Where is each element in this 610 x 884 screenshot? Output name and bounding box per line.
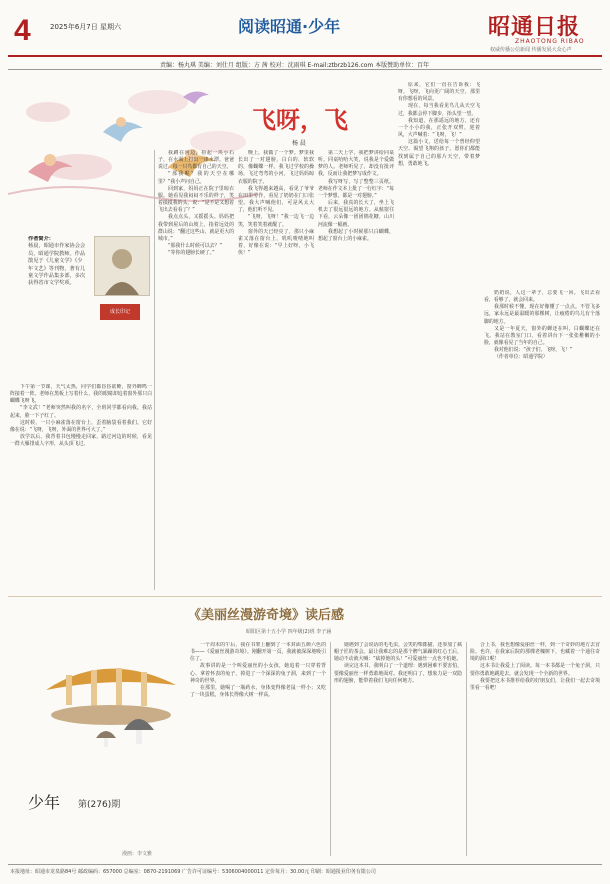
feature-column-1 — [190, 642, 326, 856]
paragraph: 我飞得越来越高，看见了爷爷在田里劳作，看见了奶奶在门口张望。我大声喊他们，可是风太大了，他们听不见。 — [238, 185, 314, 214]
paragraph: 故事讲的是一个叫爱丽丝的小女孩，她追着一只穿着背心、拿着怀表的兔子，掉进了一个深深的兔子洞，来到了一个神奇的世界。 — [190, 663, 326, 684]
paragraph: 奶奶说，人这一辈子，总要飞一回。飞出去看看，看够了，就会回来。 — [484, 290, 600, 304]
header-thin-rule — [8, 69, 602, 70]
paragraph: “飞呀，飞呀！”我一边飞一边笑，笑着笑着就醒了。 — [238, 214, 314, 228]
paragraph: 我写呀写，写了整整三页纸。老师在作文本上批了一行红字：“每一个梦想，都是一对翅膀。” — [318, 178, 394, 199]
footer-info: 本报地址：昭通市龙泉路84号 邮政编码：657000 总编室：0870-2191069 广告许可证编号：5306004000011 定价每月：30.00元 印刷：昭通报业印务有限公司 — [10, 869, 376, 875]
paragraph: 我那时候不懂，现在好像懂了一点点。不管飞多远，家永远是最温暖的那棵树，让疲倦的鸟儿有个落脚的地方。 — [484, 304, 600, 325]
paragraph: 原来，它们一直在告诉我：飞呀，飞呀，飞向更广阔的天空，那里有你想看的风景。 — [398, 82, 480, 103]
feature-column-2 — [334, 642, 462, 856]
paragraph: 她遇到了会说话的毛毛虫，会笑的柴郡猫，还参加了疯帽子匠的茶会。最让我难忘的是那个脾气暴躁的红心王后，她动不动就大喊：“砍掉他的头！”可爱丽丝一点也不怕她。 — [334, 642, 462, 663]
logo-slogan: 权威传播公信新闻 传播发展大众心声 — [490, 47, 572, 53]
paragraph: 后来，我真的长大了，坐上飞机去了很远很远的地方。从舷窗往下看，云朵像一团团棉花糖，山川河流像一幅画。 — [318, 200, 394, 228]
paragraph: 合上书，我也想像爱丽丝一样，到一个奇妙的地方去冒险。也许，在我家后院的那棵老槐树下，也藏着一个通往奇境的洞口呢！ — [470, 642, 600, 663]
essay-column-1 — [10, 384, 152, 590]
bio-heading: 作者简介： — [28, 236, 54, 242]
paragraph: 第二天上学，我把梦讲给同桌听。同桌哈哈大笑，说我是个爱做梦的人。老师听见了，却没有批评我，反而让我把梦写成作文。 — [318, 150, 394, 178]
paragraph: （作者单位：昭通学院） — [494, 354, 548, 361]
paragraph: 又是一年夏天，窗外的蝉还在叫，白蝴蝶还在飞。我站在教室门口，看着讲台下一张张稚嫩的小脸，就像看见了当年的自己。 — [484, 325, 600, 347]
paragraph: 回到家，妈妈正在院子里晾衣服。她看见我闷闷不乐的样子，笑着摸摸我的头，说：“是不是又想着飞出去看看了？” — [158, 185, 234, 214]
paragraph: “等你的翅膀长硬了。” — [168, 250, 215, 257]
logo-pinyin: ZHAOTONG RIBAO — [515, 38, 585, 45]
paragraph: 这本书让我爱上了阅读。每一本书都是一个兔子洞，只要你勇敢地跳进去，就会发现一个全新的世界。 — [470, 663, 600, 677]
newspaper-logo: 昭通日报 — [488, 14, 581, 40]
essay-author: 杨 晨 — [292, 140, 306, 147]
section-title: 阅读昭通·少年 — [238, 17, 341, 36]
paragraph: 我蹲在河边，捡起一块小石子，在水面上打出一串水漂。爸爸说过，每一只鸟都有自己的天空。 — [158, 150, 234, 171]
essay-column-6 — [484, 290, 600, 590]
paragraph: 这时候，一只小麻雀落在窗台上，歪着脑袋看着我们。它好像在说：“飞呀，飞呀，外面的世界可大了。” — [10, 419, 152, 433]
paragraph: “李文武！”老师突然叫我的名字，全班同学都看向我。我站起来，脸一下子红了。 — [10, 405, 152, 419]
paragraph: 这篇小文，送给每一个曾经仰望天空、渴望飞翔的孩子。愿你们都能找到属于自己的那片天空，带着梦想，勇敢地飞。 — [398, 139, 480, 167]
column-divider — [154, 150, 155, 590]
issue-number: 第(276)期 — [78, 800, 121, 810]
paragraph: 下午第一节课，天气太热，同学们都昏昏欲睡，窗外蝉鸣一阵接着一阵。老师在黑板上写着什么，我的眼睛却追着窗外那只白蝴蝶飞呀飞。 — [10, 384, 152, 405]
bio-text: 杨晨，昭通市作家协会会员，昭通学院教师。作品散见于《儿童文学》《少年文艺》等刊物，著有儿童文学作品集多部，多次获得省市文学奖项。 — [28, 243, 86, 287]
author-portrait — [94, 236, 150, 296]
author-bio — [28, 236, 86, 376]
feature-column-3 — [470, 642, 600, 856]
essay-column-4 — [318, 150, 394, 590]
footer-rule — [8, 864, 602, 865]
paragraph: 读完这本书，我明白了一个道理：遇到困难不要害怕，要像爱丽丝一样勇敢地面对。我还明白了，想象力是一双隐形的翅膀，能带着我们飞向任何地方。 — [334, 663, 462, 684]
essay-column-5 — [398, 82, 480, 590]
mushroom-icon — [96, 731, 116, 747]
essay-title: 飞呀，飞 — [252, 105, 348, 134]
paragraph: 我要把这本书推荐给我的好朋友们，让我们一起去奇境里看一看吧！ — [470, 677, 600, 691]
essay-column-3 — [238, 150, 314, 590]
illustration-credit: 漫画：李文雅 — [122, 851, 153, 857]
paragraph: 我知道，在那遥远的地方，还有一个小小的我，正张开双臂，迎着风，大声喊着：“飞呀，飞！” — [398, 117, 480, 139]
feature-author: 昭阳区第十五小学 四年级(2)班 李子涵 — [246, 629, 332, 635]
paragraph: “那我什么时候可以去？” — [168, 243, 222, 250]
mushroom-illustration — [36, 620, 186, 770]
feature-divider — [8, 596, 602, 597]
paragraph: 我点点头，又摇摇头。妈妈把我带到屋后的山坡上，指着远处的群山说：“翻过这些山，就是更大的城市。” — [158, 214, 234, 242]
essay-column-2 — [158, 150, 234, 590]
paragraph: 我想起了小时候那只白蝴蝶，想起了窗台上的小麻雀。 — [318, 228, 394, 242]
paragraph: 在那里，她喝了一瓶药水，身体变得像老鼠一样小；又吃了一块蛋糕，身体长得像大树一样高。 — [190, 684, 326, 699]
bird-figure — [103, 117, 143, 142]
feature-title: 《美丽丝漫游奇境》读后感 — [188, 608, 345, 623]
paragraph: 放学以后，我背着书包慢慢走回家，路过河边的时候，看见一群大雁排成人字形，从头顶飞过。 — [10, 434, 152, 448]
column-divider — [466, 642, 467, 856]
paragraph: 一个周末的午后，我在书架上翻到了一本封面五颜六色的书——《爱丽丝漫游奇境》。刚翻开第一页，我就被深深地吸引住了。 — [190, 642, 326, 663]
publication-date: 2025年6月7日 星期六 — [50, 23, 121, 31]
page-number: 4 — [14, 14, 31, 47]
paragraph: “那我呢？我的天空在哪里？”我小声问自己。 — [158, 171, 234, 185]
handwritten-signature: 少年 — [28, 793, 61, 812]
paragraph: 现在，每当我看见鸟儿从天空飞过，我都会停下脚步，抬头望一望。 — [398, 103, 480, 117]
paragraph: 我对他们说：“孩子们，飞呀，飞！” — [494, 347, 573, 354]
staff-credits: 责编：杨丸琪 美编：刘仕月 组版：方 茜 校对：沈雨琪 E-mail:ztbrzb126.com 本版赞助单位：百年 — [160, 62, 430, 69]
seal-stamp: 成长印记 — [100, 304, 140, 320]
paragraph: 晚上，我做了一个梦。梦里我长出了一对翅膀，白白的，软软的，像蝴蝶一样。我飞过学校的操场，飞过弯弯的小河，飞过妈妈晾衣服的院子。 — [238, 150, 314, 185]
paragraph: 窗外的天已经亮了，那只小麻雀又落在窗台上，叽叽喳喳地叫着，好像在说：“早上好呀，小飞侠！” — [238, 228, 314, 257]
header-rule — [8, 55, 602, 57]
column-divider — [330, 642, 331, 856]
